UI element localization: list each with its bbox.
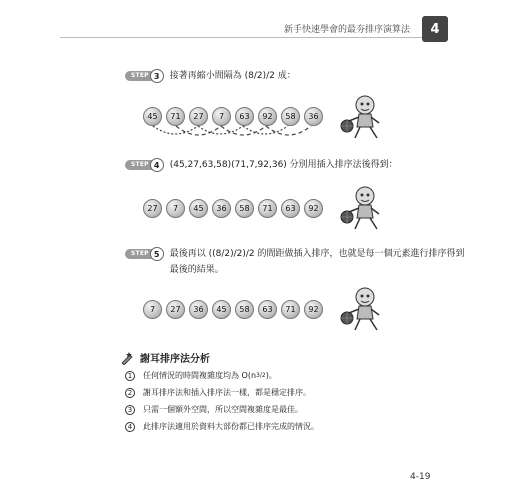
- item-text: 謝耳排序法和插入排序法一樣，都是穩定排序。: [143, 388, 311, 397]
- number-ball: 45: [143, 107, 162, 126]
- step-text-line-2: 最後的結果。: [169, 265, 224, 275]
- arc-solid-1: [153, 126, 198, 134]
- pencil-star-icon: [120, 351, 134, 365]
- step-label: STEP: [125, 160, 153, 170]
- item-superscript: 3/2: [256, 372, 266, 379]
- item-number: 1: [125, 371, 135, 381]
- number-ball: 7: [166, 199, 185, 218]
- number-ball: 27: [166, 300, 185, 319]
- number-ball: 58: [235, 199, 254, 218]
- mascot-dribbling-illustration: [335, 285, 385, 333]
- number-row-2: [143, 199, 323, 218]
- step-number: 4: [150, 158, 164, 172]
- number-ball: 45: [212, 300, 231, 319]
- number-ball: 92: [304, 300, 323, 319]
- number-ball: 36: [189, 300, 208, 319]
- step-text: (45,27,63,58)(71,7,92,36) 分別用插入排序法後得到：: [169, 160, 398, 170]
- step-number: 3: [150, 69, 164, 83]
- item-text: 只需一個額外空間，所以空間複雜度是最佳。: [143, 405, 303, 414]
- step-3: [125, 68, 296, 84]
- number-ball: 71: [258, 199, 277, 218]
- step-text: 接著再縮小間隔為 (8/2)/2 成：: [169, 71, 296, 81]
- number-ball: 63: [281, 199, 300, 218]
- item-text-end: )。: [265, 371, 277, 380]
- number-ball: 27: [189, 107, 208, 126]
- number-ball: 71: [281, 300, 300, 319]
- step-badge: [125, 247, 164, 261]
- analysis-item-3: [125, 404, 303, 415]
- number-ball: 63: [235, 107, 254, 126]
- step-text-line-1: 最後再以 ((8/2)/2)/2 的間距做插入排序，也就是每一個元素進行排序得到: [169, 249, 465, 259]
- analysis-heading: [120, 350, 210, 365]
- arc-solid-2: [198, 126, 243, 134]
- number-ball: 58: [235, 300, 254, 319]
- number-ball: 27: [143, 199, 162, 218]
- number-ball: 7: [143, 300, 162, 319]
- number-ball: 58: [281, 107, 300, 126]
- analysis-item-1: [125, 370, 277, 381]
- step-badge: [125, 158, 164, 172]
- item-number: 3: [125, 405, 135, 415]
- analysis-title: 謝耳排序法分析: [140, 354, 210, 365]
- step-text: [170, 246, 465, 278]
- number-ball: 92: [304, 199, 323, 218]
- number-ball: 7: [212, 107, 231, 126]
- item-text: 任何情況的時間複雜度均為 O(n: [143, 371, 257, 380]
- item-text: 此排序法適用於資料大部份都已排序完成的情況。: [143, 422, 319, 431]
- item-number: 4: [125, 422, 135, 432]
- analysis-item-4: [125, 421, 319, 432]
- page-number: 4-19: [410, 472, 431, 482]
- mascot-dribbling-illustration: [335, 184, 385, 232]
- analysis-item-2: [125, 387, 311, 398]
- step-label: STEP: [125, 71, 153, 81]
- number-ball: 36: [304, 107, 323, 126]
- interval-arcs: [143, 122, 343, 146]
- page-header: [60, 20, 440, 38]
- arc-solid-3: [243, 126, 288, 134]
- step-badge: [125, 69, 164, 83]
- arc-dashed-3: [266, 126, 311, 135]
- chapter-tab: 4: [422, 16, 448, 42]
- step-label: STEP: [125, 249, 153, 259]
- header-title: 新手快速學會的最夯排序演算法: [283, 25, 410, 35]
- step-number: 5: [150, 247, 164, 261]
- number-ball: 71: [166, 107, 185, 126]
- number-ball: 36: [212, 199, 231, 218]
- step-4: [125, 157, 398, 173]
- item-number: 2: [125, 388, 135, 398]
- mascot-dribbling-illustration: [335, 93, 385, 141]
- step-5: [125, 246, 465, 278]
- number-ball: 63: [258, 300, 277, 319]
- number-ball: 45: [189, 199, 208, 218]
- number-row-3: [143, 300, 323, 319]
- number-ball: 92: [258, 107, 277, 126]
